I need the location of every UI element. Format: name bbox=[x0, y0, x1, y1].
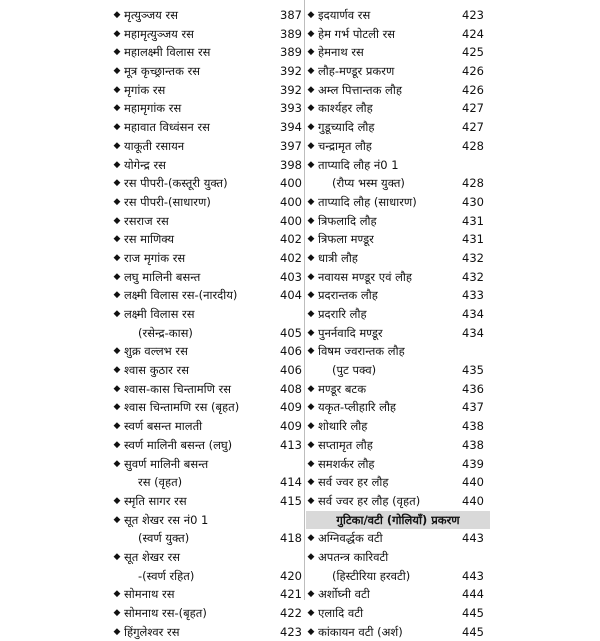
entry-title: हिंगुलेश्वर रस bbox=[124, 624, 180, 639]
diamond-bullet-icon: ◆ bbox=[307, 589, 315, 600]
entry-title: स्मृति सागर रस bbox=[124, 493, 187, 508]
page-number: 430 bbox=[462, 194, 484, 209]
index-entry bbox=[112, 268, 302, 287]
entry-title: मूत्र कृच्छ्रान्तक रस bbox=[124, 64, 201, 79]
diamond-bullet-icon: ◆ bbox=[307, 271, 315, 282]
entry-title: ताप्यादि लौह नं0 1 bbox=[318, 157, 399, 172]
diamond-bullet-icon: ◆ bbox=[307, 66, 315, 77]
index-entry bbox=[112, 604, 302, 623]
entry-title: रस पीपरी-(साधारण) bbox=[124, 194, 211, 209]
index-entry bbox=[112, 548, 302, 567]
entry-title: प्रदरारि लौह bbox=[318, 307, 367, 321]
diamond-bullet-icon: ◆ bbox=[113, 103, 121, 114]
index-entry bbox=[306, 81, 484, 100]
entry-title: ताप्यादि लौह (साधारण) bbox=[318, 194, 417, 209]
diamond-bullet-icon: ◆ bbox=[113, 234, 121, 245]
entry-title: अग्निवर्द्धक वटी bbox=[318, 531, 383, 546]
diamond-bullet-icon: ◆ bbox=[113, 402, 121, 413]
page-number: 394 bbox=[280, 120, 302, 135]
diamond-bullet-icon: ◆ bbox=[113, 346, 121, 357]
index-entry bbox=[112, 417, 302, 436]
diamond-bullet-icon: ◆ bbox=[113, 589, 121, 600]
page-number: 426 bbox=[462, 82, 484, 97]
page-number: 400 bbox=[280, 176, 302, 191]
index-entry bbox=[112, 156, 302, 175]
page-number: 443 bbox=[462, 568, 484, 583]
page-number: 444 bbox=[462, 587, 484, 602]
entry-title: लघु मालिनी बसन्त bbox=[124, 269, 201, 284]
entry-title: शुक्र वल्लभ रस bbox=[124, 344, 188, 359]
diamond-bullet-icon: ◆ bbox=[307, 252, 315, 263]
entry-title: (हिस्टीरिया हरवटी) bbox=[332, 568, 411, 583]
index-entry bbox=[112, 436, 302, 455]
index-entry bbox=[306, 436, 484, 455]
entry-title: -(स्वर्ण रहित) bbox=[138, 568, 195, 583]
diamond-bullet-icon: ◆ bbox=[307, 196, 315, 207]
index-entry bbox=[306, 118, 484, 137]
entry-title: सर्व ज्वर हर लौह (वृहत) bbox=[318, 493, 421, 508]
index-entry bbox=[306, 268, 484, 287]
index-entry bbox=[306, 361, 484, 380]
diamond-bullet-icon: ◆ bbox=[307, 309, 315, 319]
diamond-bullet-icon: ◆ bbox=[113, 309, 121, 319]
entry-title: अम्ल पित्तान्तक लौह bbox=[318, 82, 402, 97]
diamond-bullet-icon: ◆ bbox=[307, 533, 315, 544]
index-entry bbox=[306, 529, 484, 548]
index-entry bbox=[306, 174, 484, 193]
diamond-bullet-icon: ◆ bbox=[113, 551, 121, 562]
entry-title: एलादि वटी bbox=[318, 606, 364, 620]
entry-title: श्वास चिन्तामणि रस (बृहत) bbox=[124, 400, 240, 415]
index-entry bbox=[306, 62, 484, 81]
index-entry bbox=[306, 305, 484, 324]
index-entry bbox=[306, 342, 484, 361]
index-entry bbox=[112, 212, 302, 231]
diamond-bullet-icon: ◆ bbox=[113, 383, 121, 394]
index-entry bbox=[112, 62, 302, 81]
diamond-bullet-icon: ◆ bbox=[113, 608, 121, 618]
index-entry bbox=[112, 380, 302, 399]
index-entry bbox=[306, 417, 484, 436]
diamond-bullet-icon: ◆ bbox=[113, 66, 121, 77]
page-number: 414 bbox=[280, 475, 302, 490]
section-heading: गुटिका/वटी (गोलियाँ) प्रकरण bbox=[306, 511, 490, 530]
entry-title: याकूती रसायन bbox=[124, 138, 185, 153]
index-entry bbox=[112, 473, 302, 492]
index-entry bbox=[306, 548, 484, 567]
page-number: 409 bbox=[280, 419, 302, 434]
diamond-bullet-icon: ◆ bbox=[307, 608, 315, 618]
index-entry bbox=[112, 118, 302, 137]
page-number: 428 bbox=[462, 138, 484, 153]
index-entry bbox=[112, 623, 302, 641]
diamond-bullet-icon: ◆ bbox=[113, 178, 121, 189]
page-number: 403 bbox=[280, 269, 302, 284]
left-index-column bbox=[112, 6, 302, 641]
index-entry bbox=[112, 286, 302, 305]
page-number: 427 bbox=[462, 101, 484, 116]
entry-title: राज मृगांक रस bbox=[124, 250, 186, 265]
diamond-bullet-icon: ◆ bbox=[307, 626, 315, 637]
index-entry bbox=[112, 305, 302, 324]
page-number: 423 bbox=[280, 624, 302, 639]
page-number: 434 bbox=[462, 325, 484, 340]
index-entry bbox=[112, 492, 302, 511]
page-number: 440 bbox=[462, 475, 484, 490]
diamond-bullet-icon: ◆ bbox=[113, 159, 121, 170]
index-entry bbox=[112, 398, 302, 417]
page-number: 389 bbox=[280, 45, 302, 60]
entry-title: मृगांक रस bbox=[124, 82, 166, 97]
page-number: 422 bbox=[280, 606, 302, 620]
page-number: 427 bbox=[462, 120, 484, 135]
page-number: 400 bbox=[280, 194, 302, 209]
page-number: 431 bbox=[462, 232, 484, 247]
page-number: 398 bbox=[280, 157, 302, 172]
index-entry bbox=[306, 137, 484, 156]
entry-title: सोमनाथ रस bbox=[124, 587, 175, 602]
entry-title: धात्री लौह bbox=[318, 250, 358, 265]
diamond-bullet-icon: ◆ bbox=[307, 346, 315, 357]
index-entry bbox=[306, 455, 484, 474]
diamond-bullet-icon: ◆ bbox=[113, 215, 121, 226]
page-number: 434 bbox=[462, 307, 484, 321]
entry-title: गुडूच्यादि लौह bbox=[318, 120, 375, 135]
index-entry bbox=[306, 567, 484, 586]
entry-title: मण्डूर बटक bbox=[318, 381, 367, 396]
diamond-bullet-icon: ◆ bbox=[307, 290, 315, 301]
diamond-bullet-icon: ◆ bbox=[113, 122, 121, 133]
entry-title: सप्तामृत लौह bbox=[318, 437, 373, 452]
index-entry bbox=[306, 380, 484, 399]
index-entry bbox=[112, 99, 302, 118]
diamond-bullet-icon: ◆ bbox=[113, 290, 121, 301]
entry-title: श्वास-कास चिन्तामणि रस bbox=[124, 381, 232, 396]
index-entry bbox=[306, 604, 484, 623]
index-entry bbox=[112, 81, 302, 100]
diamond-bullet-icon: ◆ bbox=[113, 626, 121, 637]
diamond-bullet-icon: ◆ bbox=[307, 402, 315, 413]
entry-title: इदयार्णव रस bbox=[318, 8, 371, 22]
diamond-bullet-icon: ◆ bbox=[307, 140, 315, 151]
entry-title: सूत शेखर रस bbox=[124, 549, 181, 564]
page-number: 439 bbox=[462, 456, 484, 471]
entry-title: यकृत-प्लीहारि लौह bbox=[318, 400, 397, 415]
index-entry bbox=[306, 473, 484, 492]
entry-title: विषम ज्वरान्तक लौह bbox=[318, 344, 405, 359]
entry-title: रसराज रस bbox=[124, 213, 169, 228]
page-number: 400 bbox=[280, 213, 302, 228]
entry-title: प्रदरान्तक लौह bbox=[318, 288, 378, 303]
page-number: 435 bbox=[462, 363, 484, 378]
page-number: 389 bbox=[280, 26, 302, 41]
entry-title: रस पीपरी-(कस्तूरी युक्त) bbox=[124, 176, 228, 191]
page-number: 397 bbox=[280, 138, 302, 153]
entry-title: लक्ष्मी विलास रस bbox=[124, 307, 195, 321]
index-entry bbox=[306, 492, 484, 511]
index-entry bbox=[112, 361, 302, 380]
entry-title: (रसेन्द्र-कास) bbox=[138, 325, 193, 340]
page-number: 440 bbox=[462, 493, 484, 508]
page-number: 404 bbox=[280, 288, 302, 303]
index-entry bbox=[112, 193, 302, 212]
page-number: 420 bbox=[280, 568, 302, 583]
entry-title: महावात विध्वंसन रस bbox=[124, 120, 210, 135]
entry-title: (रौप्य भस्म युक्त) bbox=[332, 176, 405, 191]
column-divider bbox=[304, 0, 305, 600]
index-entry bbox=[306, 249, 484, 268]
index-entry bbox=[112, 324, 302, 343]
index-entry bbox=[306, 623, 484, 641]
diamond-bullet-icon: ◆ bbox=[113, 28, 121, 39]
index-entry bbox=[112, 25, 302, 44]
index-entry bbox=[112, 585, 302, 604]
diamond-bullet-icon: ◆ bbox=[307, 477, 315, 488]
entry-title: सोमनाथ रस-(बृहत) bbox=[124, 606, 207, 620]
page-number: 392 bbox=[280, 64, 302, 79]
index-entry bbox=[306, 43, 484, 62]
entry-title: शोथारि लौह bbox=[318, 419, 368, 434]
diamond-bullet-icon: ◆ bbox=[113, 495, 121, 506]
index-entry bbox=[306, 6, 484, 25]
entry-title: पुनर्नवादि मण्डूर bbox=[318, 325, 383, 340]
diamond-bullet-icon: ◆ bbox=[307, 495, 315, 506]
index-entry bbox=[306, 99, 484, 118]
diamond-bullet-icon: ◆ bbox=[113, 421, 121, 432]
index-entry bbox=[112, 249, 302, 268]
diamond-bullet-icon: ◆ bbox=[113, 439, 121, 450]
page-number: 443 bbox=[462, 531, 484, 546]
diamond-bullet-icon: ◆ bbox=[307, 458, 315, 469]
entry-title: सूत शेखर रस नं0 1 bbox=[124, 512, 209, 527]
page-number: 405 bbox=[280, 325, 302, 340]
entry-title: चन्द्रामृत लौह bbox=[318, 138, 372, 153]
page-number: 438 bbox=[462, 419, 484, 434]
index-entry bbox=[112, 342, 302, 361]
section-heading-row bbox=[306, 511, 484, 530]
diamond-bullet-icon: ◆ bbox=[307, 159, 315, 170]
page-number: 438 bbox=[462, 437, 484, 452]
diamond-bullet-icon: ◆ bbox=[113, 84, 121, 95]
page-number: 432 bbox=[462, 269, 484, 284]
index-entry bbox=[306, 212, 484, 231]
page-number: 432 bbox=[462, 250, 484, 265]
entry-title: सर्व ज्वर हर लौह bbox=[318, 475, 389, 490]
diamond-bullet-icon: ◆ bbox=[307, 421, 315, 432]
entry-title: महामृगांक रस bbox=[124, 101, 182, 116]
entry-title: (स्वर्ण युक्त) bbox=[138, 531, 190, 546]
page-number: 402 bbox=[280, 250, 302, 265]
entry-title: समशर्कर लौह bbox=[318, 456, 375, 471]
index-entry bbox=[112, 567, 302, 586]
entry-title: लक्ष्मी विलास रस-(नारदीय) bbox=[124, 288, 238, 303]
index-entry bbox=[112, 511, 302, 530]
diamond-bullet-icon: ◆ bbox=[113, 10, 121, 20]
right-index-column bbox=[306, 6, 484, 641]
index-entry bbox=[306, 585, 484, 604]
diamond-bullet-icon: ◆ bbox=[307, 103, 315, 114]
index-entry bbox=[306, 230, 484, 249]
entry-title: मृत्युञ्जय रस bbox=[124, 8, 178, 22]
page-number: 424 bbox=[462, 26, 484, 41]
entry-title: रस माणिक्य bbox=[124, 232, 175, 247]
entry-title: नवायस मण्डूर एवं लौह bbox=[318, 269, 412, 284]
page-number: 421 bbox=[280, 587, 302, 602]
index-entry bbox=[112, 174, 302, 193]
index-entry bbox=[112, 230, 302, 249]
entry-title: महालक्ष्मी विलास रस bbox=[124, 45, 211, 60]
index-entry bbox=[112, 529, 302, 548]
diamond-bullet-icon: ◆ bbox=[113, 252, 121, 263]
diamond-bullet-icon: ◆ bbox=[307, 28, 315, 39]
entry-title: स्वर्ण बसन्त मालती bbox=[124, 419, 203, 434]
page-number: 406 bbox=[280, 344, 302, 359]
page-number: 393 bbox=[280, 101, 302, 116]
page-number: 406 bbox=[280, 363, 302, 378]
diamond-bullet-icon: ◆ bbox=[307, 84, 315, 95]
diamond-bullet-icon: ◆ bbox=[307, 122, 315, 133]
page-number: 428 bbox=[462, 176, 484, 191]
page-number: 402 bbox=[280, 232, 302, 247]
page-number: 426 bbox=[462, 64, 484, 79]
entry-title: त्रिफलादि लौह bbox=[318, 213, 377, 228]
page-number: 425 bbox=[462, 45, 484, 60]
page-number: 436 bbox=[462, 381, 484, 396]
diamond-bullet-icon: ◆ bbox=[307, 47, 315, 58]
page-number: 387 bbox=[280, 8, 302, 22]
index-entry bbox=[306, 156, 484, 175]
entry-title: कार्श्यहर लौह bbox=[318, 101, 373, 116]
page-number: 408 bbox=[280, 381, 302, 396]
index-entry bbox=[306, 324, 484, 343]
diamond-bullet-icon: ◆ bbox=[113, 140, 121, 151]
entry-title: लौह-मण्डूर प्रकरण bbox=[318, 64, 395, 79]
entry-title: श्वास कुठार रस bbox=[124, 363, 190, 378]
index-entry bbox=[112, 6, 302, 25]
page-number: 437 bbox=[462, 400, 484, 415]
entry-title: योगेन्द्र रस bbox=[124, 157, 166, 172]
entry-title: महामृत्युञ्जय रस bbox=[124, 26, 194, 41]
page-number: 445 bbox=[462, 606, 484, 620]
entry-title: रस (वृहत) bbox=[138, 475, 183, 490]
index-entry bbox=[306, 398, 484, 417]
page-number: 418 bbox=[280, 531, 302, 546]
index-entry bbox=[306, 25, 484, 44]
index-entry bbox=[112, 455, 302, 474]
diamond-bullet-icon: ◆ bbox=[113, 196, 121, 207]
diamond-bullet-icon: ◆ bbox=[113, 271, 121, 282]
diamond-bullet-icon: ◆ bbox=[307, 234, 315, 245]
entry-title: हेम गर्भ पोटली रस bbox=[318, 26, 396, 41]
page-number: 423 bbox=[462, 8, 484, 22]
entry-title: त्रिफला मण्डूर bbox=[318, 232, 374, 247]
diamond-bullet-icon: ◆ bbox=[113, 365, 121, 376]
diamond-bullet-icon: ◆ bbox=[307, 551, 315, 562]
diamond-bullet-icon: ◆ bbox=[307, 439, 315, 450]
index-entry bbox=[306, 286, 484, 305]
entry-title: स्वर्ण मालिनी बसन्त (लघु) bbox=[124, 437, 233, 452]
diamond-bullet-icon: ◆ bbox=[307, 215, 315, 226]
index-entry bbox=[306, 193, 484, 212]
page-number: 433 bbox=[462, 288, 484, 303]
diamond-bullet-icon: ◆ bbox=[113, 514, 121, 525]
page-number: 409 bbox=[280, 400, 302, 415]
page-number: 415 bbox=[280, 493, 302, 508]
page-number: 392 bbox=[280, 82, 302, 97]
entry-title: कांकायन वटी (अर्श) bbox=[318, 624, 403, 639]
diamond-bullet-icon: ◆ bbox=[113, 458, 121, 469]
entry-title: सुवर्ण मालिनी बसन्त bbox=[124, 456, 209, 471]
diamond-bullet-icon: ◆ bbox=[113, 47, 121, 58]
index-entry bbox=[112, 137, 302, 156]
page-number: 445 bbox=[462, 624, 484, 639]
page-number: 413 bbox=[280, 437, 302, 452]
entry-title: अपतन्त्र कारिवटी bbox=[318, 549, 389, 564]
entry-title: (पुट पक्व) bbox=[332, 363, 377, 378]
entry-title: हेमनाथ रस bbox=[318, 45, 364, 60]
page-number: 431 bbox=[462, 213, 484, 228]
diamond-bullet-icon: ◆ bbox=[307, 10, 315, 20]
index-entry bbox=[112, 43, 302, 62]
entry-title: अर्शोघ्नी वटी bbox=[318, 587, 370, 602]
diamond-bullet-icon: ◆ bbox=[307, 383, 315, 394]
diamond-bullet-icon: ◆ bbox=[307, 327, 315, 338]
